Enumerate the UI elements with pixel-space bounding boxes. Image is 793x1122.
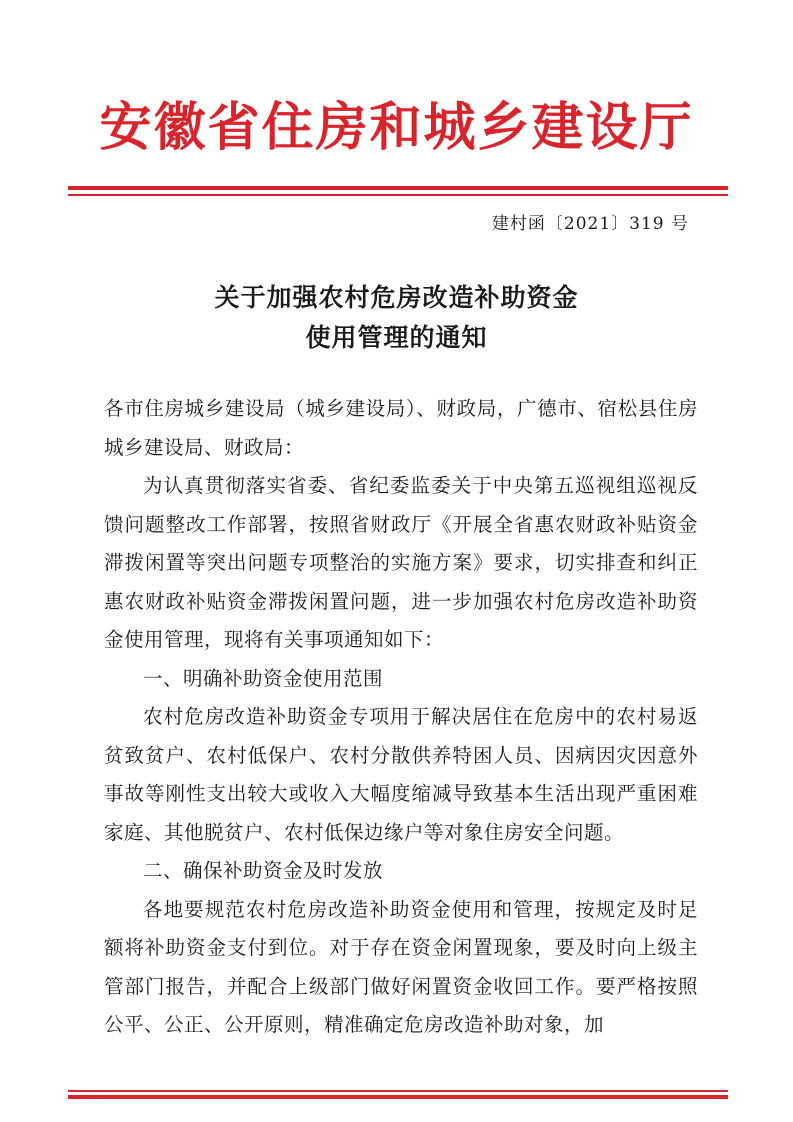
document-body (104, 390, 698, 1045)
footer-rule-thin (68, 1090, 728, 1092)
document-title-line-2: 使用管理的通知 (305, 323, 488, 352)
document-number: 建村函〔2021〕319 号 (491, 214, 689, 234)
section-1-paragraph: 农村危房改造补助资金专项用于解决居住在危房中的农村易返贫致贫户、农村低保户、农村分散供养特困人员、因病因灾因意外事故等刚性支出较大或收入大幅度缩减导致基本生活出现严重困难家庭、其他脱贫户、农村低保边缘户等对象住房安全问题。 (104, 705, 698, 844)
masthead-rule-thin (68, 194, 728, 196)
issuer-masthead: 安徽省住房和城乡建设厅 (99, 97, 694, 158)
masthead-rule-thick (68, 186, 728, 190)
footer-rule-thick (68, 1095, 728, 1099)
section-2-paragraph: 各地要规范农村危房改造补助资金使用和管理，按规定及时足额将补助资金支付到位。对于存在资金闲置现象，要及时向上级主管部门报告，并配合上级部门做好闲置资金收回工作。要严格按照公平、公正、公开原则，精准确定危房改造补助对象，加 (104, 897, 698, 1036)
intro-paragraph: 为认真贯彻落实省委、省纪委监委关于中央第五巡视组巡视反馈问题整改工作部署，按照省财政厅《开展全省惠农财政补贴资金滞拨闲置等突出问题专项整治的实施方案》要求，切实排查和纠正惠农财政补贴资金滞拨闲置问题，进一步加强农村危房改造补助资金使用管理，现将有关事项通知如下： (104, 474, 698, 651)
section-1-heading: 一、明确补助资金使用范围 (143, 666, 384, 690)
document-title-line-1: 关于加强农村危房改造补助资金 (214, 283, 579, 312)
section-2-heading: 二、确保补助资金及时发放 (143, 859, 384, 882)
recipients-paragraph: 各市住房城乡建设局（城乡建设局）、财政局，广德市、宿松县住房城乡建设局、财政局： (104, 397, 698, 459)
